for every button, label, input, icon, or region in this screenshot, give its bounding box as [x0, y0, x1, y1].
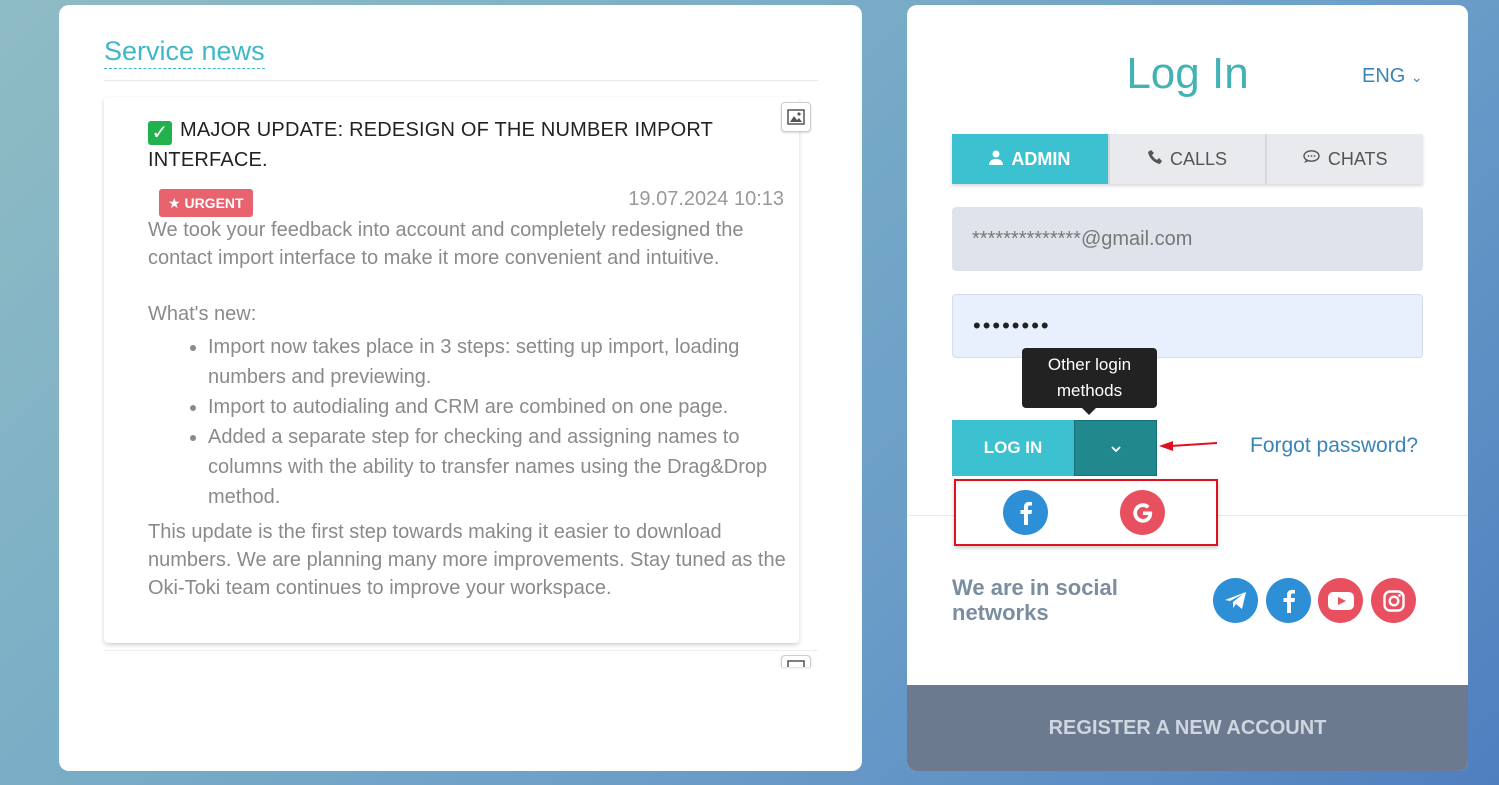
facebook-icon[interactable] [1266, 578, 1311, 623]
urgent-badge: ★ URGENT [159, 189, 253, 217]
image-icon[interactable] [781, 655, 811, 667]
divider [104, 80, 818, 81]
social-networks-label: We are in social networks [952, 575, 1118, 625]
list-item: • Import to autodialing and CRM are combined on one page. [208, 392, 788, 422]
news-bullets [148, 332, 788, 512]
language-select[interactable]: ENG ⌄ [1362, 65, 1423, 87]
other-login-tooltip: Other login methods [1022, 348, 1157, 408]
register-button[interactable]: REGISTER A NEW ACCOUNT [907, 685, 1468, 771]
tab-calls[interactable]: CALLS [1110, 134, 1268, 184]
phone-icon [1148, 150, 1162, 168]
news-headline: ✓ MAJOR UPDATE: REDESIGN OF THE NUMBER IMPORT INTERFACE. [148, 119, 713, 171]
user-icon [989, 150, 1003, 169]
facebook-icon[interactable] [1003, 490, 1048, 535]
forgot-password-link[interactable]: Forgot password? [1250, 434, 1419, 457]
news-date: 19.07.2024 10:13 [628, 188, 784, 210]
list-item: • Import now takes place in 3 steps: setting up import, loading numbers and previewing. [208, 332, 788, 392]
email-field[interactable]: **************@gmail.com [952, 207, 1423, 271]
chevron-down-icon: ⌄ [1410, 69, 1423, 85]
news-outro: This update is the first step towards making it easier to download numbers. We are planning many more improvements. Stay tuned as the Oki-Toki team continues to improve your workspace. [148, 521, 786, 599]
youtube-icon[interactable] [1318, 578, 1363, 623]
login-panel [907, 5, 1468, 771]
service-news-panel [59, 5, 862, 771]
news-body [148, 216, 788, 602]
instagram-icon[interactable] [1371, 578, 1416, 623]
tab-chats[interactable]: CHATS [1267, 134, 1423, 184]
list-item: • Added a separate step for checking and assigning names to columns with the ability to transfer names using the Drag&Drop method. [208, 422, 788, 512]
news-intro: We took your feedback into account and completely redesigned the contact import interface to make it more convenient and intuitive. [148, 219, 744, 269]
news-item [104, 97, 799, 643]
chat-icon [1303, 150, 1320, 168]
annotation-arrow-icon [1157, 437, 1219, 453]
alt-login-methods [954, 479, 1218, 546]
news-whats-new: What's new: [148, 303, 257, 325]
google-icon[interactable] [1120, 490, 1165, 535]
tab-admin[interactable]: ADMIN [952, 134, 1110, 184]
chevron-down-icon [1111, 440, 1121, 456]
image-icon[interactable] [781, 102, 811, 132]
service-news-title[interactable]: Service news [104, 35, 265, 69]
other-login-methods-button[interactable] [1074, 420, 1157, 476]
login-tabs [952, 134, 1423, 184]
login-button[interactable]: LOG IN [952, 420, 1074, 476]
check-mark-icon: ✓ [148, 121, 172, 145]
password-field[interactable]: •••••••• [952, 294, 1423, 358]
login-title: Log In [1126, 49, 1249, 98]
telegram-icon[interactable] [1213, 578, 1258, 623]
divider [104, 650, 818, 651]
